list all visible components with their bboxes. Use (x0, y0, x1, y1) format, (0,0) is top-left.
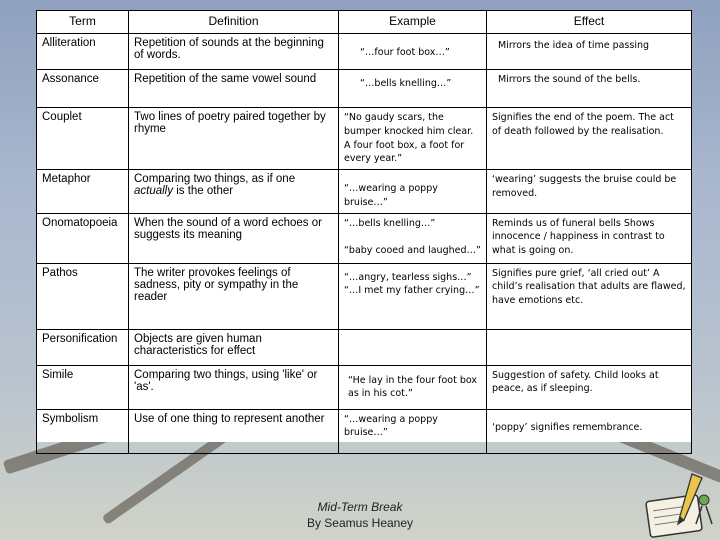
example-cell (339, 329, 487, 365)
example-cell: “No gaudy scars, the bumper knocked him clear. A four foot box, a foot for every year.” (339, 108, 487, 170)
definition-cell (129, 170, 339, 214)
table-row (37, 329, 692, 365)
definition-cell: Objects are given human characteristics for effect (129, 329, 339, 365)
table-row (37, 263, 692, 329)
definition-cell: When the sound of a word echoes or suggests its meaning (129, 213, 339, 263)
example-text: “…four foot box…” (360, 47, 450, 58)
poem-title: Mid-Term Break (317, 500, 403, 514)
definition-text: is the other (176, 185, 234, 198)
term-cell: Couplet (37, 108, 129, 170)
effect-cell (487, 409, 692, 453)
example-text: “…bells knelling…” (360, 78, 452, 89)
writing-clipart-icon (640, 470, 716, 538)
example-cell (339, 170, 487, 214)
example-cell (339, 365, 487, 409)
term-cell: Assonance (37, 70, 129, 108)
term-cell: Pathos (37, 263, 129, 329)
poetic-devices-table (36, 10, 692, 454)
slide-footer (290, 500, 430, 531)
effect-text: ‘poppy’ signifies remembrance. (492, 421, 643, 433)
effect-cell: ‘wearing’ suggests the bruise could be removed. (487, 170, 692, 214)
example-text: “He lay in the four foot box as in his cot.” (348, 374, 478, 400)
term-cell: Symbolism (37, 409, 129, 453)
definition-cell: Two lines of poetry paired together by rhyme (129, 108, 339, 170)
definition-text: Comparing two things, as if one (134, 173, 296, 186)
example-cell: “…wearing a poppy bruise…” (339, 409, 487, 453)
example-cell (339, 70, 487, 108)
term-cell: Onomatopoeia (37, 213, 129, 263)
table-row (37, 170, 692, 214)
definition-cell: Repetition of sounds at the beginning of words. (129, 34, 339, 70)
effect-cell (487, 34, 692, 70)
effect-cell: Signifies pure grief, ‘all cried out’ A child’s realisation that adults are flawed, have emotions etc. (487, 263, 692, 329)
header-term: Term (37, 11, 129, 34)
definition-cell: Repetition of the same vowel sound (129, 70, 339, 108)
definition-emphasis: actually (134, 185, 173, 198)
example-cell (339, 213, 487, 263)
effect-cell: Suggestion of safety. Child looks at peace, as if sleeping. (487, 365, 692, 409)
table-row (37, 70, 692, 108)
example-text: “…angry, tearless sighs…” “…I met my father crying…” (344, 271, 480, 297)
definition-cell: Comparing two things, using 'like' or 'as'. (129, 365, 339, 409)
table-header-row (37, 11, 692, 34)
poem-author: By Seamus Heaney (306, 515, 414, 530)
table-row (37, 409, 692, 453)
table-row (37, 34, 692, 70)
example-text: “baby cooed and laughed…” (344, 245, 481, 257)
example-cell (339, 34, 487, 70)
effect-cell (487, 329, 692, 365)
header-example: Example (339, 11, 487, 34)
term-cell: Personification (37, 329, 129, 365)
effect-text: Mirrors the sound of the bells. (498, 74, 641, 85)
effect-cell: Signifies the end of the poem. The act of death followed by the realisation. (487, 108, 692, 170)
table-row (37, 108, 692, 170)
example-text: “…bells knelling…” (344, 217, 436, 229)
effect-cell (487, 70, 692, 108)
definition-cell: Use of one thing to represent another (129, 409, 339, 453)
example-cell (339, 263, 487, 329)
example-text: “…wearing a poppy bruise…” (344, 183, 438, 208)
table-row (37, 365, 692, 409)
term-cell: Alliteration (37, 34, 129, 70)
effect-text: Mirrors the idea of time passing (498, 40, 650, 51)
table-row (37, 213, 692, 263)
term-cell: Metaphor (37, 170, 129, 214)
definition-cell: The writer provokes feelings of sadness, pity or sympathy in the reader (129, 263, 339, 329)
header-effect: Effect (487, 11, 692, 34)
effect-cell: Reminds us of funeral bells Shows innocence / happiness in contrast to what is going on. (487, 213, 692, 263)
term-cell: Simile (37, 365, 129, 409)
header-definition: Definition (129, 11, 339, 34)
